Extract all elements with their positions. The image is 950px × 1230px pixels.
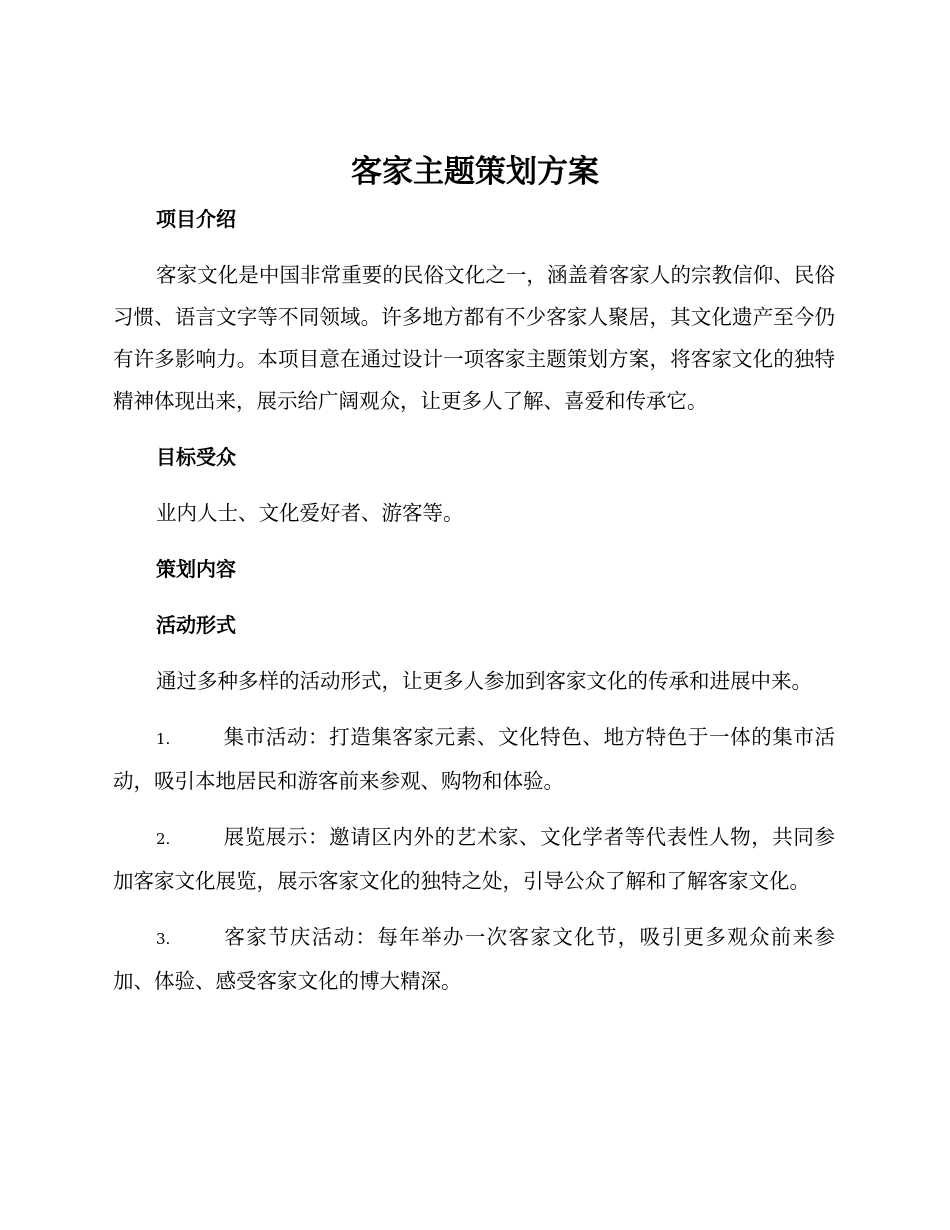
- format-paragraph: 通过多种多样的活动形式，让更多人参加到客家文化的传承和进展中来。: [156, 669, 812, 693]
- list-item: [113, 716, 835, 802]
- document-body: [113, 198, 835, 1016]
- list-item-text: 客家节庆活动：每年举办一次客家文化节，吸引更多观众前来参加、体验、感受客家文化的博大精深。: [113, 925, 835, 993]
- audience-paragraph: 业内人士、文化爱好者、游客等。: [156, 501, 464, 525]
- intro-paragraph: 客家文化是中国非常重要的民俗文化之一，涵盖着客家人的宗教信仰、民俗习惯、语言文字等不同领域。许多地方都有不少客家人聚居，其文化遗产至今仍有许多影响力。本项目意在通过设计一项客家主题策划方案，将客家文化的独特精神体现出来，展示给广阔观众，让更多人了解、喜爱和传承它。: [113, 263, 835, 413]
- list-item: [113, 916, 835, 1002]
- section-heading-format: 活动形式: [156, 613, 236, 637]
- section-heading-intro: 项目介绍: [156, 207, 236, 231]
- list-item-number: 1.: [156, 730, 171, 748]
- list-item: [113, 816, 835, 902]
- document-title: 客家主题策划方案: [351, 154, 599, 190]
- list-item-text: 展览展示：邀请区内外的艺术家、文化学者等代表性人物，共同参加客家文化展览，展示客家文化的独特之处，引导公众了解和了解客家文化。: [113, 825, 835, 893]
- section-heading-content: 策划内容: [156, 557, 236, 581]
- list-item-number: 3.: [156, 930, 171, 948]
- list-item-text: 集市活动：打造集客家元素、文化特色、地方特色于一体的集市活动，吸引本地居民和游客前来参观、购物和体验。: [113, 725, 835, 793]
- list-item-number: 2.: [156, 830, 171, 848]
- section-heading-audience: 目标受众: [156, 445, 236, 469]
